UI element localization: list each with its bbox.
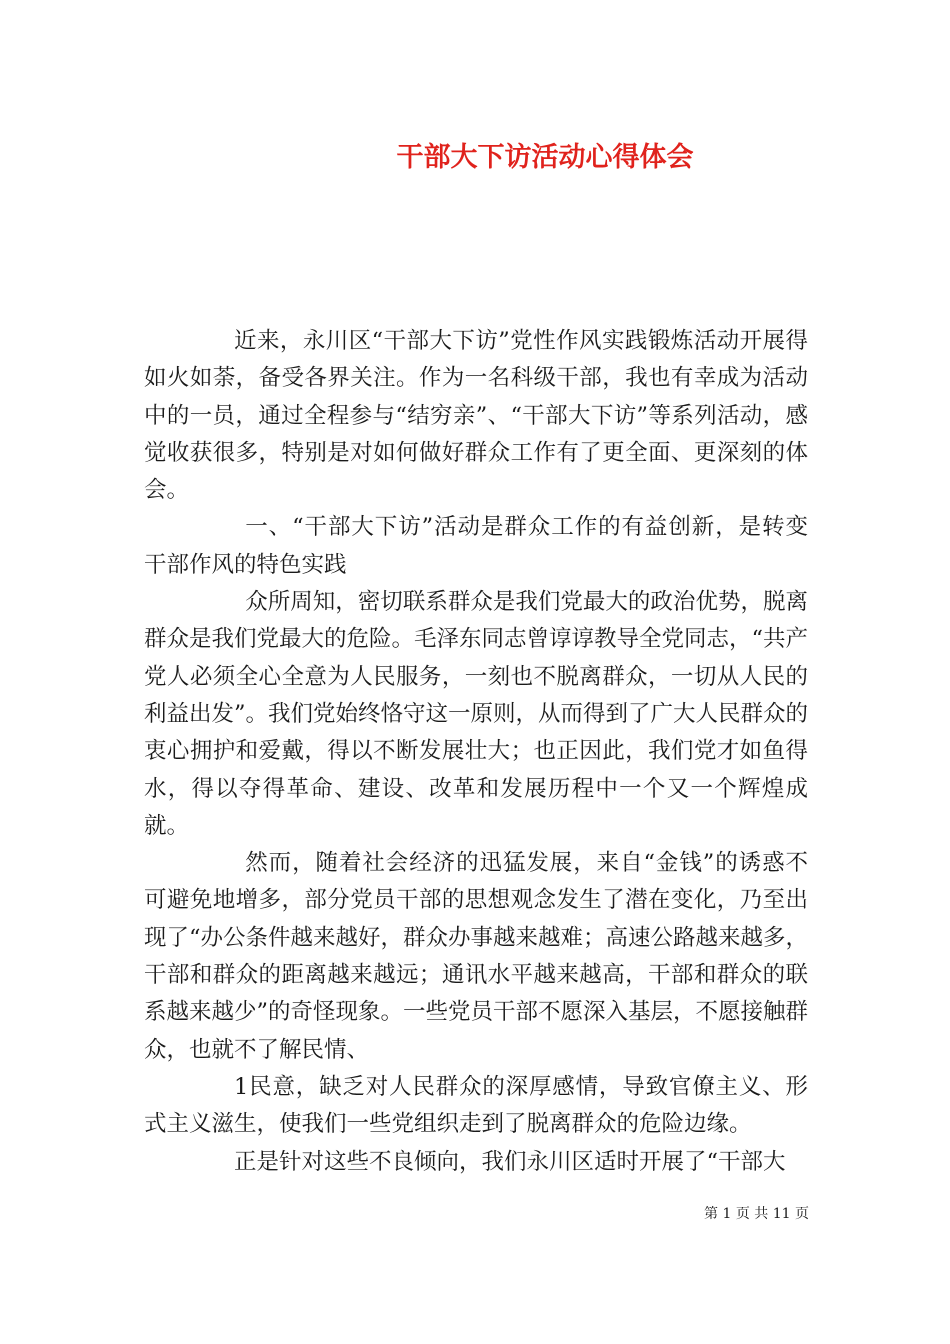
section-heading-one: 一、“干部大下访”活动是群众工作的有益创新，是转变干部作风的特色实践: [144, 514, 808, 578]
paragraph-mass-line: 众所周知，密切联系群众是我们党最大的政治优势，脱离群众是我们党最大的危险。毛泽东同志曾谆谆教导全党同志，“共产党人必须全心全意为人民服务，一刻也不脱离群众，一切从人民的利益出发”。我们党始终恪守这一原则，从而得到了广大人民群众的衷心拥护和爱戴，得以不断发展壮大；也正因此，我们党才如鱼得水，得以夺得革命、建设、改革和发展历程中一个又一个辉煌成就。: [144, 589, 809, 839]
paragraph-response: 正是针对这些不良倾向，我们永川区适时开展了“干部大: [234, 1148, 786, 1175]
page-number: 第 1 页 共 11 页: [704, 1206, 809, 1222]
document-title: 干部大下访活动心得体会: [396, 142, 694, 173]
paragraph-however: 然而，随着社会经济的迅猛发展，来自“金钱”的诱惑不可避免地增多，部分党员干部的思想观念发生了潜在变化，乃至出现了“办公条件越来越好，群众办事越来越难；高速公路越来越多，干部和群众的距离越来越远；通讯水平越来越高，干部和群众的联系越来越少”的奇怪现象。一些党员干部不愿深入基层，不愿接触群众，也就不了解民情、: [144, 850, 809, 1063]
document-body: [144, 323, 808, 1181]
paragraph-intro: 近来，永川区“干部大下访”党性作风实践锻炼活动开展得如火如荼，备受各界关注。作为一名科级干部，我也有幸成为活动中的一员，通过全程参与“结穷亲”、“干部大下访”等系列活动，感觉收获很多，特别是对如何做好群众工作有了更全面、更深刻的体会。: [144, 328, 808, 504]
paragraph-bureaucracy: 1民意，缺乏对人民群众的深厚感情，导致官僚主义、形式主义滋生，使我们一些党组织走到了脱离群众的危险边缘。: [144, 1073, 808, 1138]
